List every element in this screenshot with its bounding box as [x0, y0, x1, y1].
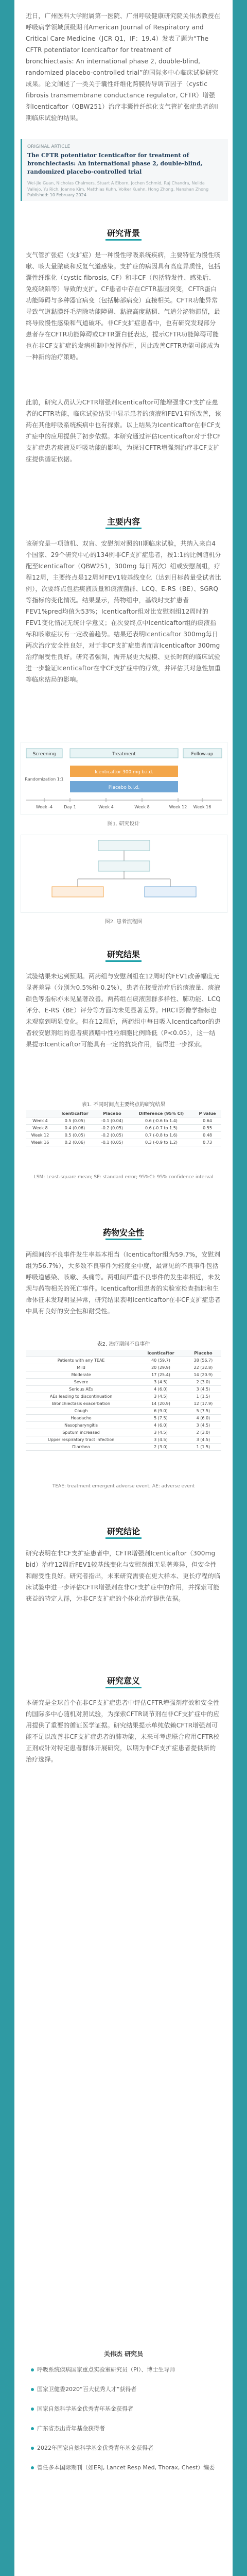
table-cell: 0.5 (0.05): [55, 1117, 95, 1125]
table-cell: 0.5 (0.05): [55, 1132, 95, 1139]
table-row: [26, 1386, 221, 1393]
section-underline: [105, 528, 142, 529]
table-cell: 5 (7.5): [136, 1415, 185, 1422]
bio-item: 2022年国家自然科学基金优秀青年基金获得者: [37, 2445, 153, 2451]
table-cell: 0.4 (0.06): [55, 1125, 95, 1132]
bio-bullet: [31, 2368, 34, 2371]
table-cell: 0.73: [193, 1139, 221, 1146]
section-underline: [105, 1537, 142, 1539]
table-cell: 0.55: [193, 1125, 221, 1132]
table-row: [26, 1379, 221, 1386]
intro-paragraph: 近日，广州医科大学附属第一医院、广州呼吸健康研究院关伟杰教授在呼吸病学领域顶级期刊American Journal of Respiratory and Critical Care Medicine（JCR Q1，IF：19.4）发表了题为“The CFTR potentiator Icenticaftor for treatment of bronchiectasis: An international phase 2, double-blind, randomized placebo-controlled trial”的国际多中心临床试验研究成果。论文阐述了一类关于囊性纤维化跨膜传导调节因子（cystic fibrosis transmembrane conductance regulator, CFTR）增强剂Icenticaftor（QBW251）治疗非囊性纤维化支气管扩张症患者的II期临床试验的结果。: [26, 12, 221, 122]
table-row: [26, 1408, 221, 1415]
table2-caption: 表2. 治疗期间不良事件: [97, 1342, 150, 1347]
conclusion-paragraph: 研究表明在非CF支扩症患者中，CFTR增强剂Icenticaftor（300mg bid）治疗12周后FEV1较基线变化与安慰剂组无显著差异，但安全性和耐受性良好。研究者指出，未来研究需要在更大样本、更长疗程的临床试验中进一步评估CFTR增强剂在非CF支扩症中的作用，并探索可能获益的特定人群，为非CF支扩症的个体化治疗提供依据。: [26, 1550, 221, 1602]
table-cell: 0.2 (0.06): [55, 1139, 95, 1146]
table-cell: 0.7 (-0.8 to 1.6): [129, 1132, 193, 1139]
design-paragraph: 该研究是一项随机、双盲、安慰剂对照的II期临床试验，共纳入来自4个国家、29个研究中心的134例非CF支扩症患者，按1:1的比例随机分配至Icenticaftor（QBW251，300mg 每日两次）组或安慰剂组，疗程12周，主要终点是12周时FEV1较基线变化（达到目标药量受试者比例），次要终点包括痰液质量和痰液菌群、LCQ、E-RS（BE）、SGRQ等指标的变化情况。结果显示，药物组中，基线时支扩患者FEV1%pred均值为53%；Icenticaftor组对比安慰剂组12周时的FEV1变化情况无统计学意义；在次要终点中Icenticaftor组的痰液指标和咳嗽症状有一定改善趋势。结果还表明Icenticaftor 300mg每日两次治疗安全性良好，对于非CF支扩症患者而言Icenticaftor 300mg治疗耐受性良好。研究者强调，需开展更大规模、更长时间的临床试验进一步验证Icenticaftor在非CF支扩症中的疗效，并评估其对急性加重等临床结局的影响。: [26, 540, 221, 683]
table-cell: 3 (4.5): [136, 1393, 185, 1400]
table-cell: 0.6 (-0.7 to 1.5): [129, 1125, 193, 1132]
section-title-background: 研究背景: [107, 228, 140, 238]
table-header-cell: Placebo: [95, 1110, 129, 1117]
table-cell: 2 (3.0): [136, 1444, 185, 1451]
flow-box-middle: [98, 861, 150, 871]
randomization-label: Randomization 1:1: [25, 777, 64, 782]
timeline-tick-label: Week 8: [134, 805, 150, 809]
section-title-design: 主要内容: [107, 517, 140, 527]
table-cell: 20 (29.9): [136, 1364, 185, 1371]
figure1-caption: 图1. 研究设计: [107, 821, 140, 827]
arm-icenticaftor-label: Icenticaftor 300 mg b.i.d.: [95, 770, 153, 775]
paper-card[interactable]: [21, 139, 228, 201]
table-row: [26, 1444, 221, 1451]
section-underline: [105, 1239, 142, 1240]
bio-bullet: [31, 2408, 34, 2411]
table-cell: 2 (3.0): [185, 1379, 221, 1386]
flow-box-top: [98, 840, 150, 851]
table-header-cell: Difference (95% CI): [129, 1110, 193, 1117]
table-cell: Nasopharyngitis: [26, 1422, 136, 1429]
patient-flow-figure: [21, 835, 227, 913]
flow-box-left: [52, 887, 103, 897]
table-row: [26, 1422, 221, 1429]
table-cell: Patients with any TEAE: [26, 1357, 136, 1364]
table-cell: -0.2 (0.05): [95, 1132, 129, 1139]
table-cell: 1 (1.5): [185, 1393, 221, 1400]
table-cell: -0.1 (0.04): [95, 1117, 129, 1125]
section-underline: [105, 239, 142, 241]
table-cell: Upper respiratory tract infection: [26, 1436, 136, 1444]
table-header-cell: Icenticaftor: [55, 1110, 95, 1117]
bio-bullet: [31, 2427, 34, 2430]
table-cell: Moderate: [26, 1371, 136, 1379]
table-header-cell: [26, 1110, 55, 1117]
table-cell: 14 (20.9): [185, 1371, 221, 1379]
table-cell: 12 (17.9): [185, 1400, 221, 1408]
table-row: [26, 1357, 221, 1364]
timeline-tick-label: Week 4: [98, 805, 114, 809]
expert-name: 关伟杰 研究员: [103, 2350, 144, 2358]
followup-label: Follow-up: [191, 752, 214, 757]
table-cell: Week 4: [26, 1117, 55, 1125]
table-cell: AEs leading to discontinuation: [26, 1393, 136, 1400]
table-cell: 3 (4.5): [185, 1422, 221, 1429]
patient-flow-diagram: [21, 835, 227, 912]
section-title-significance: 研究意义: [107, 1676, 140, 1686]
table-cell: 3 (4.5): [185, 1436, 221, 1444]
bio-item: 曾任多本国际期刊（如ERJ, Lancet Resp Med, Thorax, Chest）编委: [37, 2464, 215, 2471]
table1-caption: 表1. 不同时间点主要终点的研究结果: [81, 1102, 166, 1108]
table-cell: -0.1 (0.05): [95, 1139, 129, 1146]
significance-paragraph: 本研究是全球首个在非CF支扩症患者中评估CFTR增强剂疗效和安全性的国际多中心随机对照试验，为探索CFTR调节剂在非CF支扩症中的应用提供了重要的循证医学证据。研究结果提示单纯依赖CFTR增强剂可能不足以改善非CF支扩症患者的肺功能，未来可考虑联合应用CFTR校正剂或针对特定患者群体开展研究，以期为非CF支扩症患者提供新的治疗选择。: [26, 1699, 220, 1763]
table-cell: Serious AEs: [26, 1386, 136, 1393]
screening-label: Screening: [32, 752, 56, 757]
table2-body: [26, 1357, 221, 1451]
section-title-results: 研究结果: [107, 950, 140, 959]
table-cell: Severe: [26, 1379, 136, 1386]
table-cell: Diarrhea: [26, 1444, 136, 1451]
table-cell: 0.6 (-0.6 to 1.4): [129, 1117, 193, 1125]
bio-item: 呼吸系统疾病国家重点实验室研究员（PI）、博士生导师: [37, 2366, 175, 2373]
table-header-cell: P value: [193, 1110, 221, 1117]
table-header-cell: Placebo: [185, 1350, 221, 1357]
timeline-ticks: [36, 798, 211, 809]
table-cell: 0.48: [193, 1132, 221, 1139]
timeline-tick-label: Week 16: [193, 805, 211, 809]
table-cell: 3 (4.5): [136, 1429, 185, 1436]
table-cell: 14 (20.9): [136, 1400, 185, 1408]
background-paragraph-2: 此前，研究人员认为CFTR增强剂Icenticaftor可能增强非CF支扩症患者的CFTR功能，临床试验结果中显示患者的痰液和FEV1有所改善，该药在其他呼吸系统疾病中也有探索。以上结果为Icenticaftor在非CF支扩症中的应用提供了初步依据。本研究通过评估Icenticaftor对于非CF支扩症患者痰液及呼吸功能的影响，为探讨CFTR增强剂治疗非CF支扩症提供循证依据。: [26, 399, 221, 463]
table-cell: 38 (56.7): [185, 1357, 221, 1364]
flow-box-right: [145, 887, 196, 897]
figure2-caption: 图2. 患者流程图: [104, 919, 143, 925]
study-design-figure: [21, 742, 227, 815]
table-cell: Week 12: [26, 1132, 55, 1139]
study-design-diagram: [21, 742, 227, 815]
table1-body: [26, 1117, 221, 1146]
timeline-tick-label: Week -4: [36, 805, 53, 809]
table-cell: 3 (4.5): [185, 1386, 221, 1393]
bio-item: 广东省杰出青年基金获得者: [37, 2425, 105, 2432]
table-row: [26, 1364, 221, 1371]
table-cell: 1 (1.5): [185, 1444, 221, 1451]
background-paragraph-1: 支气管扩张症（支扩症）是一种慢性呼吸系统疾病，主要特征为慢性咳嗽、咳大量脓痰和反复气道感染。支扩症的病因具有高度异质性，包括囊性纤维化（cystic fibrosis, CF）和非CF（包括特发性、感染后、免疫缺陷等）导致的支扩。CF患者中存在CFTR基因突变，CFTR蛋白功能障碍与多种器官病变（包括肺部病变）直接相关。CFTR功能异常导致气道黏膜纤毛清除功能障碍、黏液高度黏稠、气道分泌物滞留，最终导致慢性感染和气道破坏。非CF支扩症患者中，也有研究发现部分患者存在CFTR功能障碍或CFTR蛋白低表达，提示CFTR功能障碍可能也在非CF支扩症的发病机制中发挥作用，因此改善CFTR功能可能成为一种新的治疗策略。: [26, 251, 221, 361]
table-cell: 17 (25.4): [136, 1371, 185, 1379]
table-cell: Mild: [26, 1364, 136, 1371]
table-cell: Week 8: [26, 1125, 55, 1132]
table2-note: TEAE: treatment emergent adverse event; AE: adverse event: [52, 1484, 195, 1489]
table-cell: Headache: [26, 1415, 136, 1422]
bio-item: 国家自然科学基金优秀青年基金获得者: [37, 2405, 133, 2412]
table-cell: 0.3 (-0.9 to 1.2): [129, 1139, 193, 1146]
table-row: [26, 1125, 221, 1132]
table-cell: Bronchiectasis exacerbation: [26, 1400, 136, 1408]
table-cell: 3 (4.5): [136, 1436, 185, 1444]
table-row: [26, 1132, 221, 1139]
section-underline: [105, 1687, 142, 1688]
paper-journal: ORIGINAL ARTICLE: [27, 144, 70, 149]
table-cell: 4 (6.0): [136, 1422, 185, 1429]
table1-note: LSM: Least-square mean; SE: standard error; 95%CI: 95% confidence interval: [33, 1175, 214, 1180]
section-title-conclusion: 研究结论: [107, 1527, 140, 1536]
paper-authors: Wei-Jie Guan, Nicholas Chalmers, Stuart A Elborn, Jochen Schmid, Raj Chandra, Nelida Vallejo, Yu Rich, Joanne Kim, Matthias Kuhn, Volker Kuehn, Hong Zhong, Nanshan Zhong: [27, 181, 209, 192]
table-row: [26, 1139, 221, 1146]
table-row: [26, 1436, 221, 1444]
table-cell: 4 (6.0): [185, 1415, 221, 1422]
bio-bullet: [31, 2388, 34, 2391]
table-header-cell: Icenticaftor: [136, 1350, 185, 1357]
table-row: [26, 1117, 221, 1125]
arm-placebo-label: Placebo b.i.d.: [108, 785, 140, 790]
treatment-label: Treatment: [112, 752, 136, 757]
table-cell: 40 (59.7): [136, 1357, 185, 1364]
table1: [26, 1110, 221, 1146]
table-cell: 5 (7.5): [185, 1408, 221, 1415]
table2: [26, 1350, 221, 1451]
table2-header-row: [26, 1350, 221, 1357]
table-row: [26, 1393, 221, 1400]
table-cell: 4 (6.0): [136, 1386, 185, 1393]
timeline-tick-label: Day 1: [64, 805, 76, 809]
table-cell: 6 (9.0): [136, 1408, 185, 1415]
table-header-cell: [26, 1350, 136, 1357]
bio-bullet: [31, 2466, 34, 2469]
table-cell: -0.2 (0.05): [95, 1125, 129, 1132]
table-cell: 3 (4.5): [136, 1379, 185, 1386]
table-row: [26, 1371, 221, 1379]
results-paragraph: 试验结果未达到预期。两药组与安慰剂组在12周时的FEV1改善幅度无显著差异（分别为0.5%和-0.2%），患者在接受治疗后的痰液量、痰液颜色等指标亦未见显著改善。两药组在痰液菌群多样性、肺功能、LCQ评分、E-RS（BE）评分等方面均未见显著差异。HRCT影像学指标也未观察到明显变化。但在12周后，两药组中每日吸入Icenticaftor的患者较安慰剂组的患者痰液嗜中性粒细胞比例降低（P<0.05），这一结果提示Icenticaftor可能具有一定的抗炎作用，值得进一步探索。: [26, 973, 221, 1048]
table-row: [26, 1415, 221, 1422]
table-cell: 0.64: [193, 1117, 221, 1125]
table-row: [26, 1400, 221, 1408]
bio-item: 国家卫健委2020“百大优秀人才”获得者: [37, 2386, 137, 2393]
section-underline: [105, 960, 142, 962]
bio-bullet: [31, 2447, 34, 2450]
table-row: [26, 1429, 221, 1436]
safety-paragraph: 两组间的不良事件发生率基本相当（Icenticaftor组为59.7%，安慰剂组为56.7%），大多数不良事件为轻度至中度，最常见的不良事件包括呼吸道感染、咳嗽、头痛等。两组间严重不良事件的发生率相近，未发现与药物相关的死亡事件。Icenticaftor组患者的实验室检查指标和生命体征未发现明显异常，研究结果表明Icenticaftor在非CF支扩症患者中具有良好的安全性和耐受性。: [26, 1251, 221, 1315]
table-cell: Week 16: [26, 1139, 55, 1146]
paper-published: Published: 10 February 2024: [27, 193, 86, 197]
table-cell: Sputum increased: [26, 1429, 136, 1436]
paper-title: The CFTR potentiator Icenticaftor for treatment of bronchiectasis: An international phase 2, double-blind, randomized placebo-controlled trial: [27, 152, 203, 175]
table-cell: 2 (3.0): [185, 1429, 221, 1436]
section-title-safety: 药物安全性: [102, 1228, 144, 1238]
table-cell: 22 (32.8): [185, 1364, 221, 1371]
table-cell: Cough: [26, 1408, 136, 1415]
table1-header-row: [26, 1110, 221, 1117]
timeline-tick-label: Week 12: [169, 805, 187, 809]
